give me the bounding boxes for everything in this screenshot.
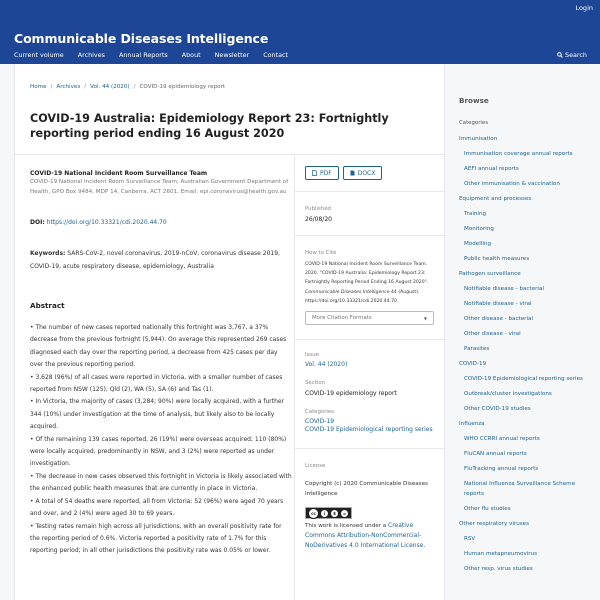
docx-button[interactable] <box>343 166 383 180</box>
breadcrumb-home[interactable]: Home <box>30 84 47 90</box>
sidebar-category-item[interactable]: COVID-19 <box>459 361 487 367</box>
search-label: Search <box>565 51 587 59</box>
sidebar-category-item[interactable]: National Influenza Surveillance Scheme reports <box>464 481 576 497</box>
cc-icon: cc <box>308 508 319 519</box>
nav-annual-reports[interactable]: Annual Reports <box>118 51 168 59</box>
cite-label: How to Cite <box>305 250 337 256</box>
nav-current-volume[interactable]: Current volume <box>14 51 64 59</box>
sidebar-category-item[interactable]: Parasites <box>464 346 490 352</box>
file-pdf-icon <box>312 170 317 176</box>
sidebar-category-item[interactable]: WHO CCRRI annual reports <box>464 436 540 442</box>
sidebar-category-item[interactable]: FluCAN annual reports <box>464 451 527 457</box>
author-affiliation: COVID-19 National Incident Room Surveillance Team, Australian Government Department of Health, GPO Box 9484, MDP 14, Canberra, ACT 2601. Email: epi.coronavirus@health.gov.au <box>30 179 289 195</box>
published-label: Published <box>305 206 331 212</box>
issue-link[interactable]: Vol. 44 (2020) <box>305 361 348 369</box>
categories-label: Categories <box>305 409 335 416</box>
breadcrumb-current: COVID-19 epidemiology report <box>139 84 226 90</box>
sidebar-category-item[interactable]: Notifiable disease - bacterial <box>464 286 544 292</box>
license-link[interactable]: Creative Commons Attribution-NonCommercial-NoDerivatives 4.0 International License. <box>305 522 426 550</box>
sidebar-category-item[interactable]: Other disease - viral <box>464 331 521 337</box>
divider <box>295 191 446 192</box>
sidebar-category-item[interactable]: Other disease - bacterial <box>464 316 534 322</box>
section-value: COVID-19 epidemiology report <box>305 390 397 398</box>
cc-license-badge[interactable] <box>305 507 352 519</box>
citation-text-post: 44 (August). https://doi.org/10.33321/cdi.2020.44.70. <box>305 289 420 304</box>
citation-journal: Communicable Diseases Intelligence <box>305 289 390 295</box>
divider <box>295 339 446 340</box>
nav-contact[interactable]: Contact <box>263 51 289 59</box>
category-list <box>459 134 594 574</box>
breadcrumb <box>30 84 225 90</box>
sidebar-category-item[interactable]: Influenza <box>459 421 485 427</box>
issue-block <box>305 352 440 368</box>
sidebar-category-item[interactable]: Public health measures <box>464 256 530 262</box>
sidebar-category-item[interactable]: COVID-19 Epidemiological reporting series <box>464 376 583 382</box>
chevron-down-icon: ▼ <box>423 315 427 321</box>
divider <box>295 235 446 236</box>
login-link[interactable]: Login <box>575 4 593 12</box>
article-main <box>30 170 292 558</box>
published-date: 26/08/20 <box>305 216 332 223</box>
keywords <box>30 248 292 273</box>
nav-archives[interactable]: Archives <box>77 51 105 59</box>
sidebar-category-item[interactable]: Notifiable disease - viral <box>464 301 532 307</box>
sidebar-category-item[interactable]: FluTracking annual reports <box>464 466 539 472</box>
breadcrumb-archives[interactable]: Archives <box>56 84 81 90</box>
categories-heading: Categories <box>459 120 489 126</box>
browse-heading: Browse <box>459 96 489 105</box>
sidebar-category-item[interactable]: Human metapneumovirus <box>464 551 538 557</box>
categories-block <box>305 409 440 434</box>
breadcrumb-separator: / <box>133 84 136 90</box>
breadcrumb-volume[interactable]: Vol. 44 (2020) <box>90 84 130 90</box>
abstract <box>30 322 292 558</box>
doi-label: DOI: <box>30 219 45 227</box>
doi-link[interactable]: https://doi.org/10.33321/cdi.2020.44.70 <box>46 219 167 227</box>
citation-format-select[interactable] <box>305 311 434 325</box>
license-text-pre: This work is licensed under a <box>305 523 388 530</box>
license-block <box>305 463 440 551</box>
abstract-heading: Abstract <box>30 301 65 310</box>
abstract-paragraph: • Of the remaining 139 cases reported, 26 (19%) were overseas acquired; 110 (80%) were locally acquired, predominantly in NSW, and 3 (2%) were reported as under investigation. <box>30 435 287 468</box>
sidebar-category-item[interactable]: Outbreak/cluster investigations <box>464 391 552 397</box>
sidebar-category-item[interactable]: Equipment and processes <box>459 196 532 202</box>
abstract-paragraph: • In Victoria, the majority of cases (3,284; 90%) were locally acquired, with a further 344 (10%) under investigation at the time of analysis, but likely also to be locally acquired. <box>30 398 285 431</box>
nd-icon: = <box>340 509 349 518</box>
divider <box>15 154 446 155</box>
published-block <box>305 206 440 223</box>
nav-about[interactable]: About <box>181 51 201 59</box>
site-header <box>0 0 600 64</box>
abstract-paragraph: • 3,628 (96%) of all cases were reported in Victoria, with a smaller number of cases reported from NSW (125), Qld (2), WA (5), SA (6) and Tas (1). <box>30 373 283 394</box>
sidebar-category-item[interactable]: Other COVID-19 studies <box>464 406 531 412</box>
pdf-label: PDF <box>320 169 332 177</box>
divider <box>294 154 295 600</box>
license-text <box>305 521 440 551</box>
file-docx-icon <box>350 170 355 176</box>
section-block <box>305 380 440 397</box>
article-page <box>14 64 445 600</box>
sidebar-category-item[interactable]: Monitoring <box>464 226 494 232</box>
author-name: COVID-19 National Incident Room Surveillance Team <box>30 170 208 177</box>
site-title[interactable]: Communicable Diseases Intelligence <box>14 31 269 46</box>
sidebar-category-item[interactable]: Modelling <box>464 241 491 247</box>
article-details <box>305 166 440 551</box>
sidebar-category-item[interactable]: Immunisation coverage annual reports <box>464 151 573 157</box>
sidebar-category-item[interactable]: Other respiratory viruses <box>459 521 530 527</box>
sidebar-category-item[interactable]: RSV <box>464 536 476 542</box>
section-label: Section <box>305 380 326 387</box>
citation-text-pre: COVID-19 National Incident Room Surveillance Team. 2020. "COVID-19 Australia: Epidemiology Report 23: Fortnightly Reporting Period Ending 16 August 2020". <box>305 262 429 286</box>
abstract-paragraph: • Testing rates remain high across all jurisdictions, with an overall positivity rate for the reporting period of 0.6%. Victoria reported a positivity rate of 1.7% for this reporting period; in all other jurisdictions the positivity rate was 0.05% or lower. <box>30 522 282 555</box>
abstract-paragraph: • The decrease in new cases observed this fortnight in Victoria is likely associated with the enhanced public health measures that are currently in place in Victoria. <box>30 472 292 493</box>
keywords-value: SARS-CoV-2, novel coronavirus, 2019-nCoV, coronavirus disease 2019, COVID-19, acute respiratory disease, epidemiology, Australia <box>30 250 280 270</box>
article-title: COVID-19 Australia: Epidemiology Report 23: Fortnightly reporting period ending 16 August 2020 <box>30 112 389 140</box>
by-icon: i <box>320 509 329 518</box>
sidebar-category-item[interactable]: Pathogen surveillance <box>459 271 521 277</box>
breadcrumb-separator: / <box>84 84 87 90</box>
divider <box>295 448 446 449</box>
sidebar-category-item[interactable]: Other flu studies <box>464 506 511 512</box>
copyright-text: Copyright (c) 2020 Communicable Diseases Intelligence <box>305 481 428 498</box>
sidebar-category-item[interactable]: Other resp. virus studies <box>464 566 533 572</box>
docx-label: DOCX <box>357 169 376 177</box>
abstract-paragraph: • The number of new cases reported nationally this fortnight was 3,767, a 37% decrease from the previous fortnight (5,944). On average this represented 269 cases diagnosed each day over the reporting period, a decrease from 425 cases per day over the previous reporting period. <box>30 324 287 369</box>
doi <box>30 219 292 226</box>
nav-newsletter[interactable]: Newsletter <box>214 51 250 59</box>
browse-sidebar <box>459 96 594 579</box>
citation-format-label: More Citation Formats <box>312 315 372 322</box>
sidebar-category-item[interactable]: Immunisation <box>459 136 498 142</box>
nc-icon: $ <box>330 509 339 518</box>
breadcrumb-separator: / <box>50 84 53 90</box>
citation-text <box>305 260 440 306</box>
pdf-button[interactable] <box>305 166 339 180</box>
category-link[interactable]: COVID-19 <box>305 418 335 426</box>
keywords-label: Keywords: <box>30 250 66 258</box>
main-nav <box>14 51 302 59</box>
search-link[interactable] <box>557 51 587 59</box>
license-label: License <box>305 463 326 470</box>
abstract-paragraph: • A total of 54 deaths were reported, all from Victoria: 52 (96%) were aged 70 years and over, and 2 (4%) were aged 30 to 69 years. <box>30 497 284 518</box>
sidebar-category-item[interactable]: AEFI annual reports <box>464 166 519 172</box>
category-link[interactable]: COVID-19 Epidemiological reporting series <box>305 426 433 434</box>
issue-label: Issue <box>305 352 319 359</box>
cite-block <box>305 250 440 325</box>
sidebar-category-item[interactable]: Other immunisation & vaccination <box>464 181 560 187</box>
galley-links <box>305 166 440 180</box>
search-icon <box>557 52 563 58</box>
sidebar-category-item[interactable]: Training <box>464 211 487 217</box>
